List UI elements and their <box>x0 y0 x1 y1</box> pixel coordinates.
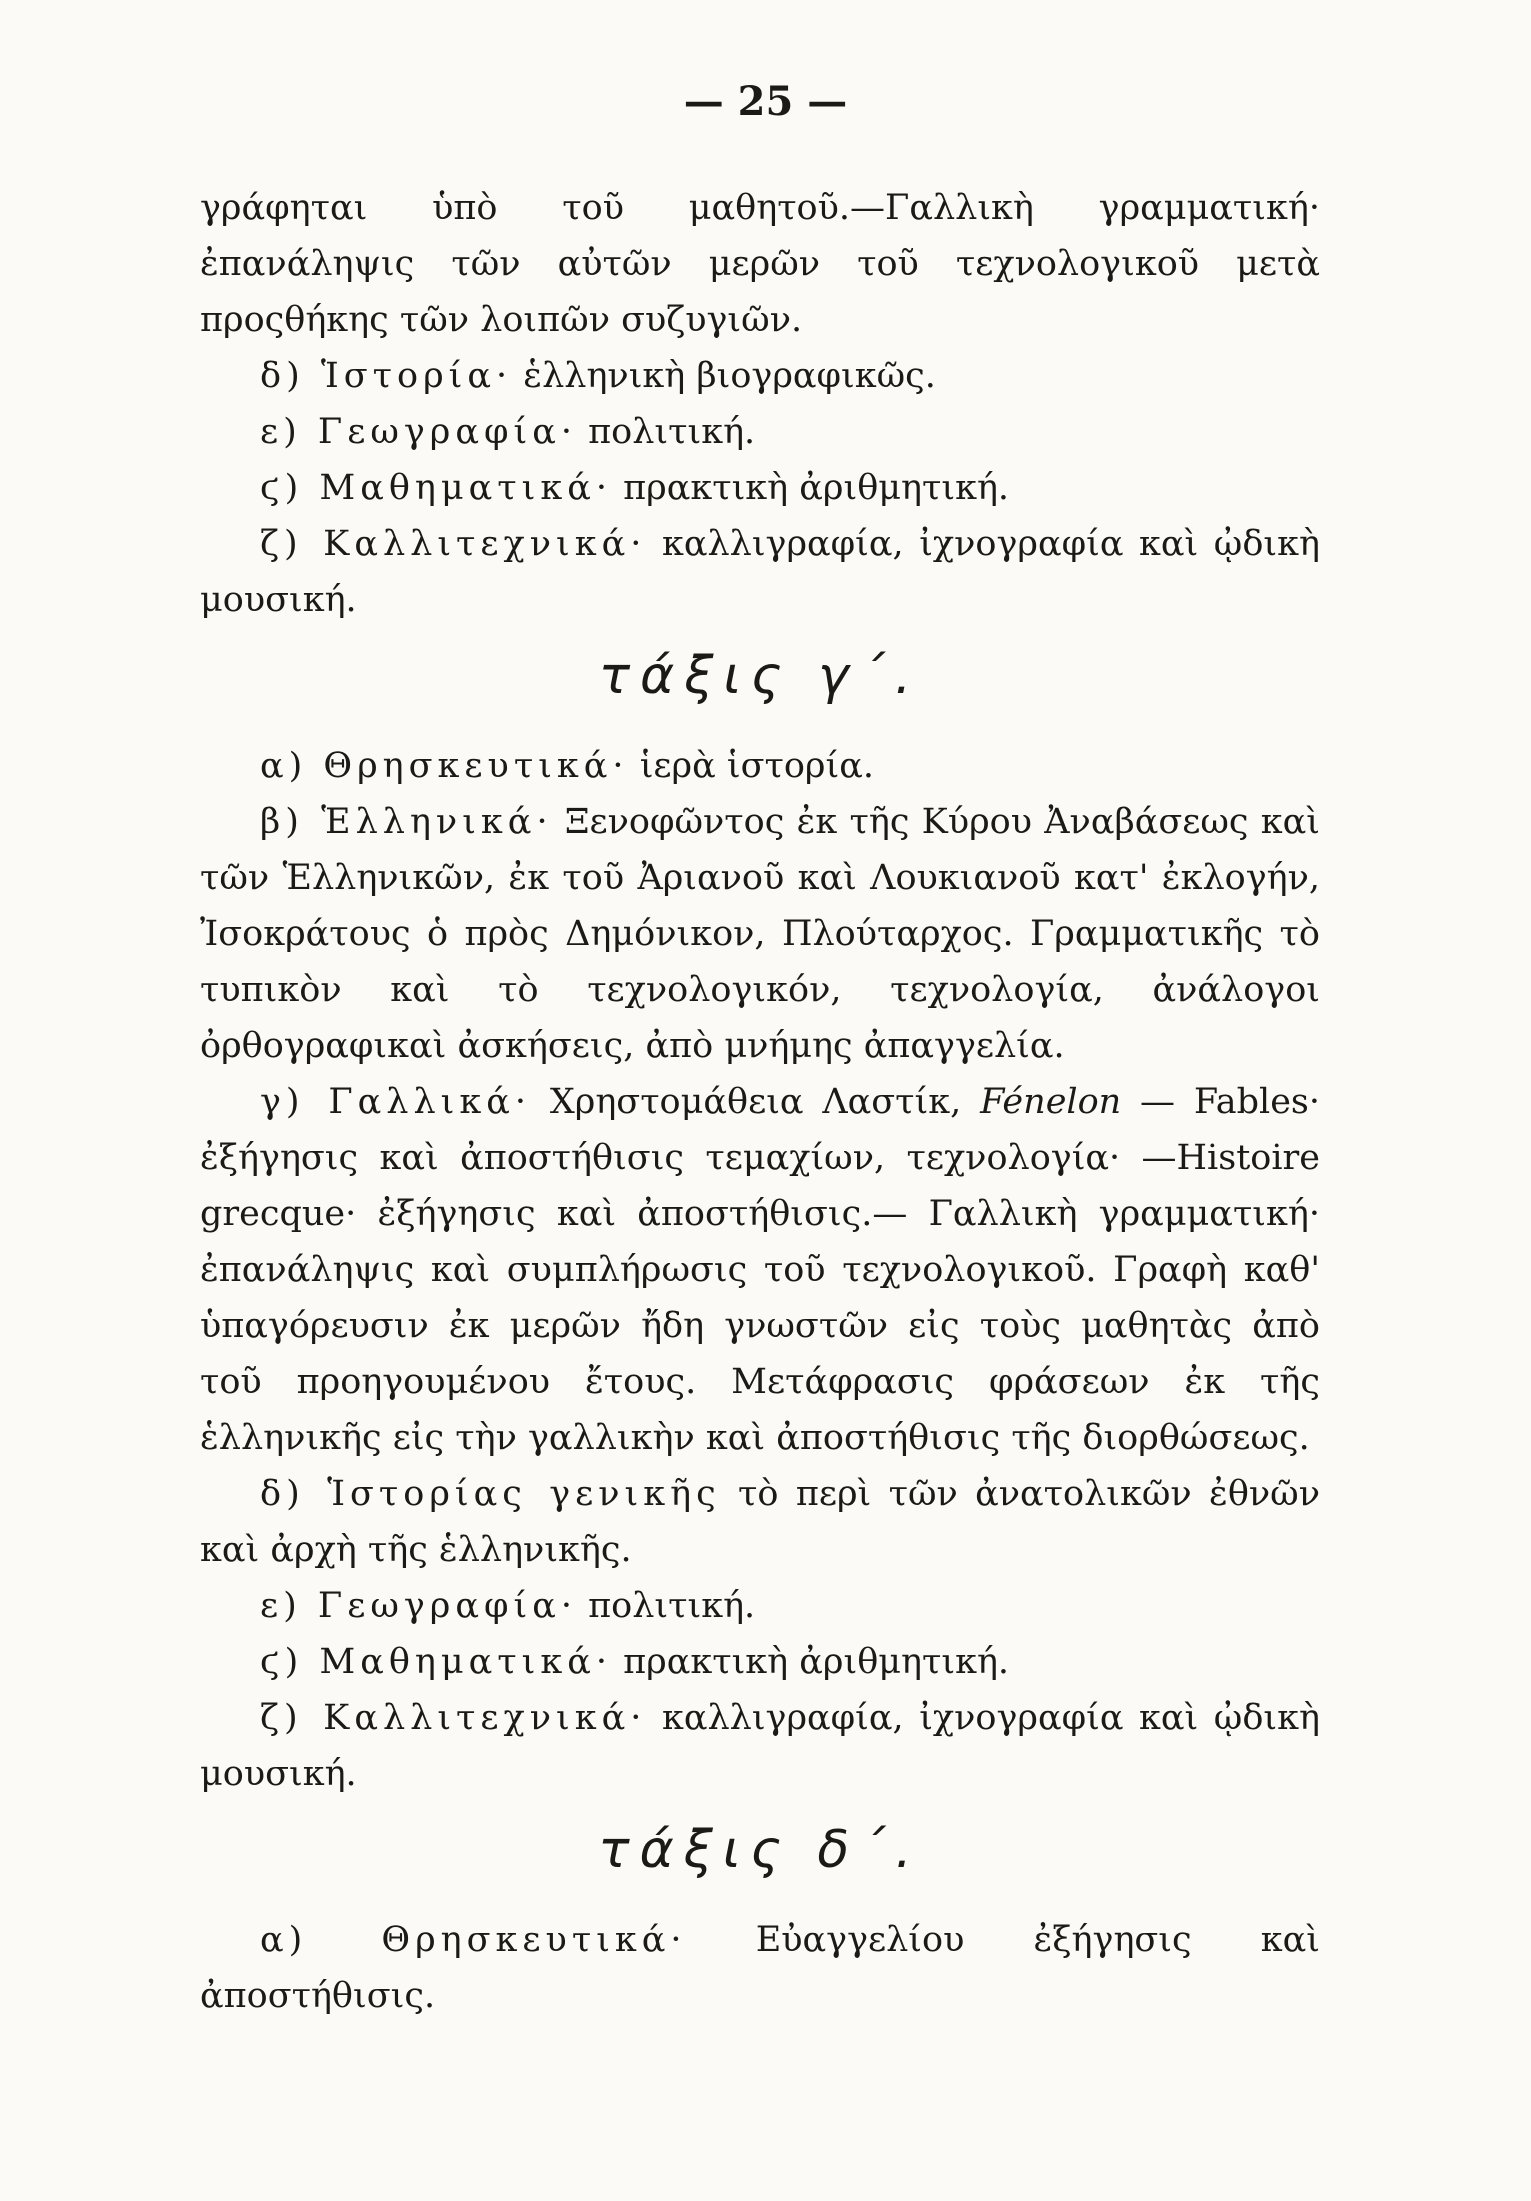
item-religion-d: α) Θρησκευτικά· Εὐαγγελίου ἐξήγησις καὶ ἀποστήθισις. <box>200 1920 1320 2016</box>
item-arts-c: ζ) Καλλιτεχνικά· καλλιγραφία, ἰχνογραφία καὶ ᾠδικὴ μουσική. <box>200 1698 1320 1794</box>
item-arts: ζ) Καλλιτεχνικά· καλλιγραφία, ἰχνογραφία καὶ ᾠδικὴ μουσική. <box>200 524 1320 620</box>
item-french: γ) Γαλλικά· Χρηστομάθεια Λαστίκ, Fénelon — Fables· ἐξήγησις καὶ ἀποστήθισις τεμαχίων, τεχνολογία· —Histoire grecque· ἐξήγησις καὶ ἀποστήθισις.— Γαλλικὴ γραμματική· ἐπανάληψις καὶ συμπλήρωσις τοῦ τεχνολογικοῦ. Γραφὴ καθ' ὑπαγόρευσιν ἐκ μερῶν ἤδη γνωστῶν εἰς τοὺς μαθητὰς ἀπὸ τοῦ προηγουμένου ἔτους. Μετάφρασις φράσεων ἐκ τῆς ἑλληνικῆς εἰς τὴν γαλλικὴν καὶ ἀποστήθισις τῆς διορθώσεως. <box>200 1082 1320 1458</box>
item-geography: ε) Γεωγραφία· πολιτική. <box>260 412 756 452</box>
page-number: — 25 — <box>683 78 848 125</box>
section-title-class-d: τάξις δ΄. <box>598 1820 922 1880</box>
page-body <box>200 180 1320 2024</box>
section-title-class-c: τάξις γ΄. <box>598 646 922 706</box>
item-geography-c: ε) Γεωγραφία· πολιτική. <box>260 1586 756 1626</box>
item-religion: α) Θρησκευτικά· ἱερὰ ἱστορία. <box>260 746 874 786</box>
item-mathematics: ϛ) Μαθηματικά· πρακτικὴ ἀριθμητική. <box>260 468 1010 508</box>
item-history: δ) Ἱστορία· ἑλληνικὴ βιογραφικῶς. <box>260 356 936 396</box>
paragraph-continuation: γράφηται ὑπὸ τοῦ μαθητοῦ.—Γαλλικὴ γραμματική· ἐπανάληψις τῶν αὐτῶν μερῶν τοῦ τεχνολογικοῦ μετὰ προςθήκης τῶν λοιπῶν συζυγιῶν. <box>200 188 1320 340</box>
item-mathematics-c: ϛ) Μαθηματικά· πρακτικὴ ἀριθμητική. <box>260 1642 1010 1682</box>
item-greek: β) Ἑλληνικά· Ξενοφῶντος ἐκ τῆς Κύρου Ἀναβάσεως καὶ τῶν Ἑλληνικῶν, ἐκ τοῦ Ἀριανοῦ καὶ Λουκιανοῦ κατ' ἐκλογήν, Ἰσοκράτους ὁ πρὸς Δημόνικον, Πλούταρχος. Γραμματικῆς τὸ τυπικὸν καὶ τὸ τεχνολογικόν, τεχνολογία, ἀνάλογοι ὀρθογραφικαὶ ἀσκήσεις, ἀπὸ μνήμης ἀπαγγελία. <box>200 802 1320 1066</box>
item-general-history: δ) Ἱστορίας γενικῆς τὸ περὶ τῶν ἀνατολικῶν ἐθνῶν καὶ ἀρχὴ τῆς ἑλληνικῆς. <box>200 1474 1320 1570</box>
